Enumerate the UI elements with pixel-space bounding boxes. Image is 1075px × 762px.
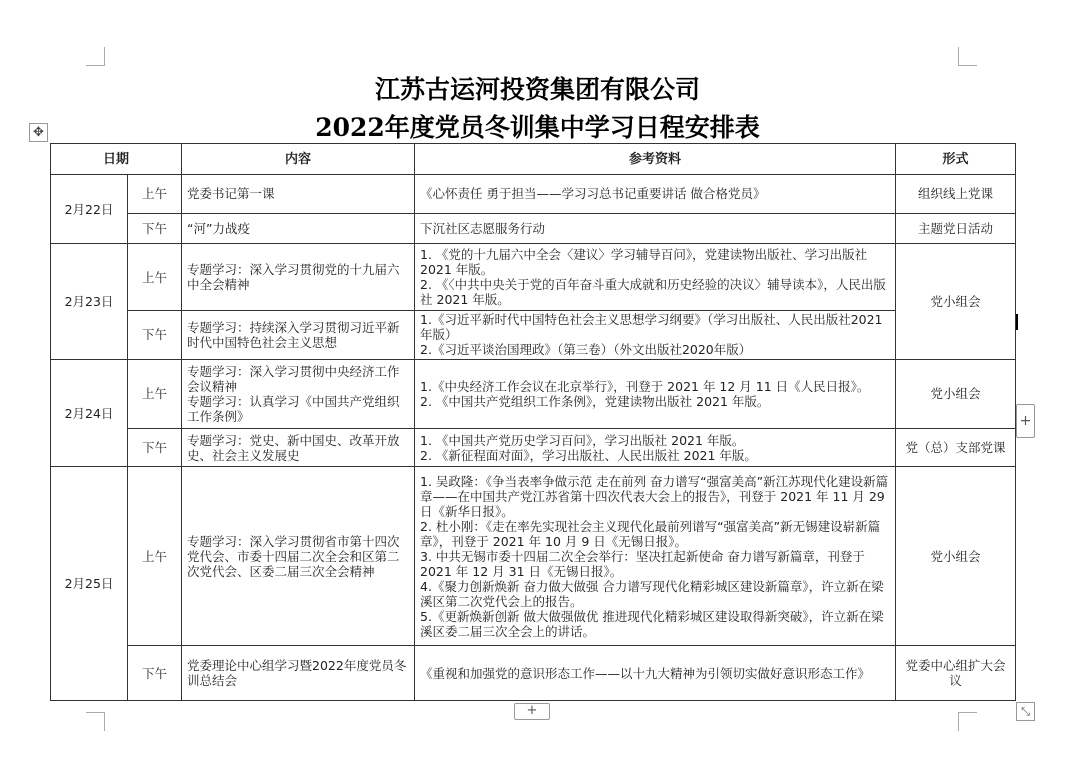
reference-text: 2.《习近平谈治国理政》（第三卷）（外文出版社2020年版）: [420, 342, 752, 358]
content-text: 党委书记第一课: [187, 186, 275, 202]
content-text: 专题学习：深入学习贯彻中央经济工作会议精神: [187, 363, 400, 394]
table-row: [51, 244, 1016, 311]
content-cell[interactable]: [182, 359, 415, 428]
half-day-cell[interactable]: 下午: [128, 428, 182, 467]
header-form: 形式: [896, 144, 1016, 175]
reference-text: 下沉社区志愿服务行动: [420, 220, 546, 236]
date-cell[interactable]: 2月23日: [51, 244, 128, 360]
table-row: [51, 175, 1016, 214]
content-text: 专题学习：深入学习贯彻党的十九届六中全会精神: [187, 262, 400, 293]
content-text: 专题学习：党史、新中国史、改革开放史、社会主义发展史: [187, 432, 400, 463]
table-row: [51, 213, 1016, 243]
page-corner-mark: [958, 47, 977, 66]
table-resize-handle-icon[interactable]: ⤡: [1016, 702, 1035, 721]
add-row-button[interactable]: +: [514, 703, 550, 720]
reference-cell[interactable]: [415, 175, 896, 214]
content-text: 党委理论中心组学习暨2022年度党员冬训总结会: [187, 658, 407, 689]
table-row: [51, 428, 1016, 467]
table-row: [51, 646, 1016, 701]
reference-text: 1.《中央经济工作会议在北京举行》，刊登于 2021 年 12 月 11 日《人民日报》。: [420, 378, 870, 394]
content-cell[interactable]: [182, 311, 415, 360]
reference-text: 1. 《党的十九届六中全会〈建议〉学习辅导百问》，党建读物出版社、学习出版社 2021 年版。: [420, 247, 868, 278]
reference-text: 1. 吴政隆：《争当表率争做示范 走在前列 奋力谱写“强富美高”新江苏现代化建设新篇章——在中国共产党江苏省第十四次代表大会上的报告》，刊登于 2021 年 11 月 29 日《新华日报》。: [420, 473, 889, 519]
reference-text: 《心怀责任 勇于担当——学习习总书记重要讲话 做合格党员》: [420, 186, 766, 202]
content-cell[interactable]: [182, 428, 415, 467]
page-corner-mark: [86, 47, 105, 66]
reference-text: 1. 《中国共产党历史学习百问》，学习出版社 2021 年版。: [420, 432, 745, 448]
content-text: 专题学习：持续深入学习贯彻习近平新时代中国特色社会主义思想: [187, 319, 400, 350]
content-text: 专题学习：深入学习贯彻省市第十四次党代会、市委十四届二次全会和区第二次党代会、区委二届三次全会精神: [187, 533, 400, 579]
content-text: “河”力战疫: [187, 220, 250, 236]
add-column-button[interactable]: +: [1016, 404, 1035, 438]
date-cell[interactable]: 2月25日: [51, 467, 128, 701]
header-reference: 参考资料: [415, 144, 896, 175]
page-corner-mark: [86, 712, 105, 731]
content-cell[interactable]: [182, 646, 415, 701]
form-cell[interactable]: 组织线上党课: [896, 175, 1016, 214]
form-cell[interactable]: 党小组会: [896, 244, 1016, 360]
date-cell[interactable]: 2月22日: [51, 175, 128, 244]
half-day-cell[interactable]: 上午: [128, 359, 182, 428]
half-day-cell[interactable]: 下午: [128, 213, 182, 243]
half-day-cell[interactable]: 上午: [128, 244, 182, 311]
reference-text: 2. 杜小刚：《走在率先实现社会主义现代化最前列谱写“强富美高”新无锡建设崭新篇章》，刊登于 2021 年 10 月 9 日《无锡日报》。: [420, 518, 881, 549]
form-cell[interactable]: 党（总）支部党课: [896, 428, 1016, 467]
table-row: [51, 359, 1016, 428]
content-cell[interactable]: [182, 213, 415, 243]
form-cell[interactable]: 党委中心组扩大会议: [896, 646, 1016, 701]
page-corner-mark: [958, 712, 977, 731]
reference-text: 2. 《新征程面对面》，学习出版社、人民出版社 2021 年版。: [420, 447, 757, 463]
reference-cell[interactable]: [415, 244, 896, 311]
half-day-cell[interactable]: 下午: [128, 646, 182, 701]
reference-cell[interactable]: [415, 467, 896, 646]
table-row: [51, 311, 1016, 360]
reference-text: 2. 《中国共产党组织工作条例》，党建读物出版社 2021 年版。: [420, 393, 770, 409]
document-title-schedule: 2022年度党员冬训集中学习日程安排表: [315, 113, 760, 142]
table-row: [51, 467, 1016, 646]
table-header-row: [51, 144, 1016, 175]
reference-text: 4.《聚力创新焕新 奋力做大做强 合力谱写现代化精彩城区建设新篇章》，许立新在梁溪区第二次党代会上的报告。: [420, 578, 884, 609]
half-day-cell[interactable]: 上午: [128, 467, 182, 646]
content-cell[interactable]: [182, 467, 415, 646]
header-content: 内容: [182, 144, 415, 175]
reference-cell[interactable]: [415, 428, 896, 467]
content-cell[interactable]: [182, 175, 415, 214]
reference-text: 3. 中共无锡市委十四届二次全会举行：坚决扛起新使命 奋力谱写新篇章，刊登于 2021 年 12 月 31 日《无锡日报》。: [420, 548, 865, 579]
reference-text: 《重视和加强党的意识形态工作——以十九大精神为引领切实做好意识形态工作》: [420, 665, 871, 681]
table-move-handle-icon[interactable]: ✥: [29, 123, 48, 142]
schedule-table: [50, 143, 1016, 701]
reference-cell[interactable]: [415, 646, 896, 701]
text-cursor: [1016, 314, 1018, 330]
reference-text: 5.《更新焕新创新 做大做强做优 推进现代化精彩城区建设取得新突破》，许立新在梁溪区委二届三次全会上的讲话。: [420, 608, 884, 639]
content-text: 专题学习：认真学习《中国共产党组织工作条例》: [187, 393, 400, 424]
half-day-cell[interactable]: 下午: [128, 311, 182, 360]
document-title-company: 江苏古运河投资集团有限公司: [374, 75, 700, 104]
reference-text: 2. 《〈中共中央关于党的百年奋斗重大成就和历史经验的决议〉辅导读本》，人民出版社 2021 年版。: [420, 277, 886, 308]
header-date: 日期: [51, 144, 182, 175]
form-cell[interactable]: 党小组会: [896, 359, 1016, 428]
reference-text: 1.《习近平新时代中国特色社会主义思想学习纲要》（学习出版社、人民出版社2021年版）: [420, 312, 883, 343]
date-cell[interactable]: 2月24日: [51, 359, 128, 467]
half-day-cell[interactable]: 上午: [128, 175, 182, 214]
form-cell[interactable]: 党小组会: [896, 467, 1016, 646]
reference-cell[interactable]: [415, 359, 896, 428]
reference-cell[interactable]: [415, 311, 896, 360]
form-cell[interactable]: 主题党日活动: [896, 213, 1016, 243]
reference-cell[interactable]: [415, 213, 896, 243]
content-cell[interactable]: [182, 244, 415, 311]
